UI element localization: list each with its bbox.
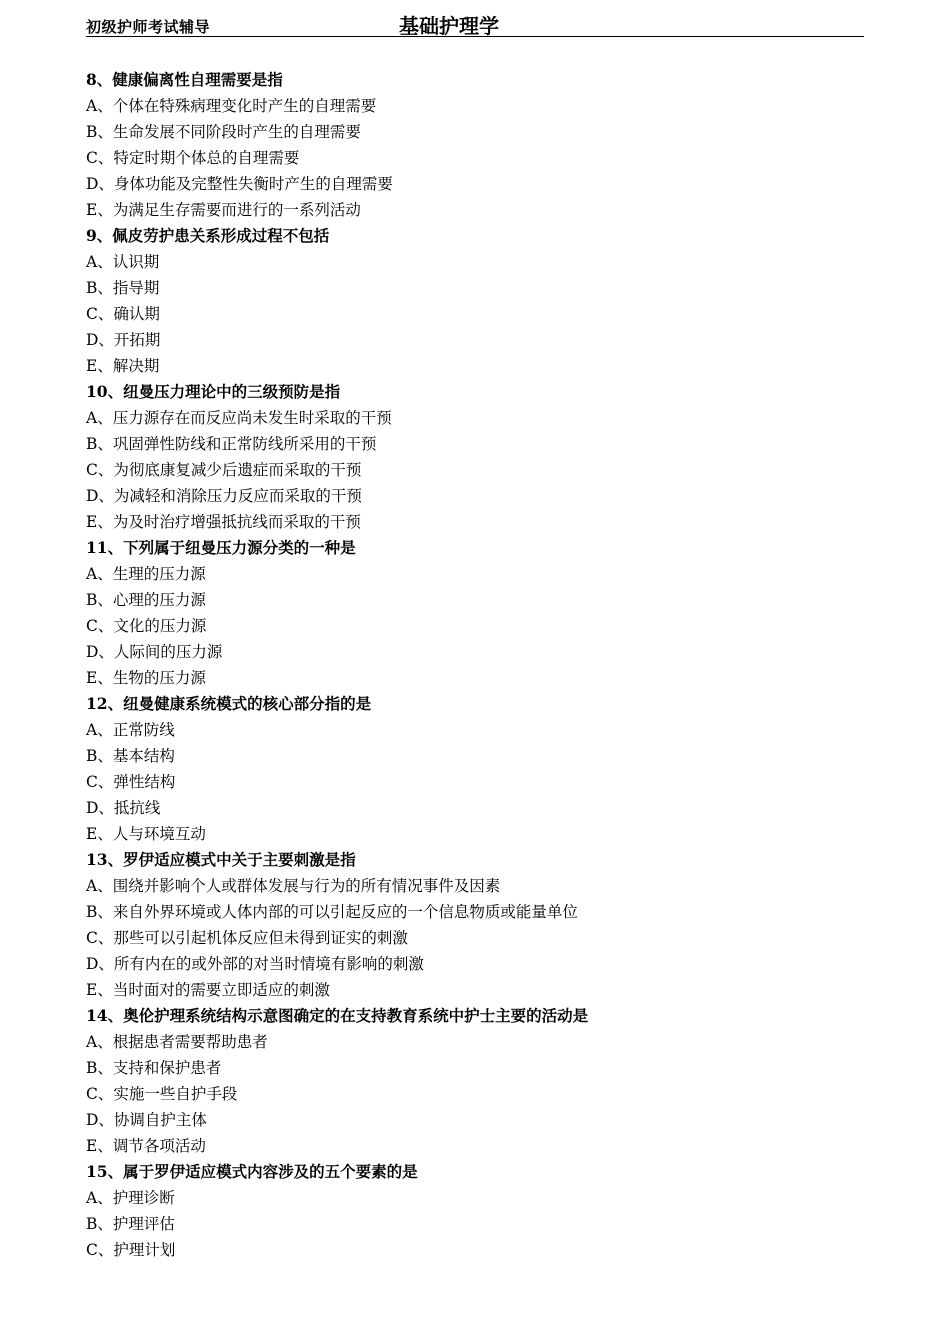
answer-option: D、开拓期: [86, 331, 161, 349]
answer-option: A、生理的压力源: [86, 565, 206, 583]
answer-option: B、护理评估: [86, 1215, 175, 1233]
question-block: [86, 535, 864, 691]
answer-option: C、弹性结构: [86, 773, 176, 791]
answer-option: B、心理的压力源: [86, 591, 206, 609]
answer-option: A、护理诊断: [86, 1189, 175, 1207]
answer-option: C、特定时期个体总的自理需要: [86, 149, 300, 167]
answer-option: E、为及时治疗增强抵抗线而采取的干预: [86, 513, 361, 531]
question-block: [86, 1159, 864, 1263]
answer-option: D、为减轻和消除压力反应而采取的干预: [86, 487, 362, 505]
question-stem: 11、下列属于纽曼压力源分类的一种是: [86, 538, 356, 557]
question-stem: 13、罗伊适应模式中关于主要刺激是指: [86, 850, 356, 869]
question-stem: 14、奥伦护理系统结构示意图确定的在支持教育系统中护士主要的活动是: [86, 1006, 589, 1025]
answer-option: B、来自外界环境或人体内部的可以引起反应的一个信息物质或能量单位: [86, 903, 578, 921]
answer-option: C、护理计划: [86, 1241, 176, 1259]
question-list: [86, 67, 864, 1263]
question-block: [86, 1003, 864, 1159]
answer-option: E、调节各项活动: [86, 1137, 206, 1155]
answer-option: E、生物的压力源: [86, 669, 206, 687]
page-header: [86, 10, 864, 37]
answer-option: C、实施一些自护手段: [86, 1085, 238, 1103]
header-course-name: 初级护师考试辅导: [86, 18, 211, 36]
question-stem: 8、健康偏离性自理需要是指: [86, 70, 283, 89]
answer-option: A、压力源存在而反应尚未发生时采取的干预: [86, 409, 392, 427]
answer-option: A、认识期: [86, 253, 160, 271]
answer-option: A、根据患者需要帮助患者: [86, 1033, 268, 1051]
question-stem: 15、属于罗伊适应模式内容涉及的五个要素的是: [86, 1162, 418, 1181]
answer-option: C、那些可以引起机体反应但未得到证实的刺激: [86, 929, 408, 947]
question-block: [86, 223, 864, 379]
answer-option: B、基本结构: [86, 747, 175, 765]
answer-option: E、人与环境互动: [86, 825, 206, 843]
answer-option: D、人际间的压力源: [86, 643, 223, 661]
question-stem: 9、佩皮劳护患关系形成过程不包括: [86, 226, 330, 245]
question-block: [86, 67, 864, 223]
answer-option: D、所有内在的或外部的对当时情境有影响的刺激: [86, 955, 424, 973]
question-stem: 12、纽曼健康系统模式的核心部分指的是: [86, 694, 372, 713]
header-subject-title: 基础护理学: [399, 14, 499, 38]
answer-option: E、为满足生存需要而进行的一系列活动: [86, 201, 361, 219]
answer-option: C、确认期: [86, 305, 160, 323]
question-block: [86, 691, 864, 847]
answer-option: A、正常防线: [86, 721, 175, 739]
answer-option: B、指导期: [86, 279, 160, 297]
question-block: [86, 847, 864, 1003]
answer-option: B、生命发展不同阶段时产生的自理需要: [86, 123, 361, 141]
answer-option: D、身体功能及完整性失衡时产生的自理需要: [86, 175, 393, 193]
question-stem: 10、纽曼压力理论中的三级预防是指: [86, 382, 341, 401]
answer-option: A、个体在特殊病理变化时产生的自理需要: [86, 97, 377, 115]
answer-option: C、为彻底康复减少后遗症而采取的干预: [86, 461, 362, 479]
answer-option: D、抵抗线: [86, 799, 161, 817]
answer-option: D、协调自护主体: [86, 1111, 207, 1129]
answer-option: E、解决期: [86, 357, 160, 375]
answer-option: C、文化的压力源: [86, 617, 207, 635]
question-block: [86, 379, 864, 535]
answer-option: E、当时面对的需要立即适应的刺激: [86, 981, 330, 999]
answer-option: B、巩固弹性防线和正常防线所采用的干预: [86, 435, 377, 453]
answer-option: B、支持和保护患者: [86, 1059, 222, 1077]
answer-option: A、围绕并影响个人或群体发展与行为的所有情况事件及因素: [86, 877, 501, 895]
